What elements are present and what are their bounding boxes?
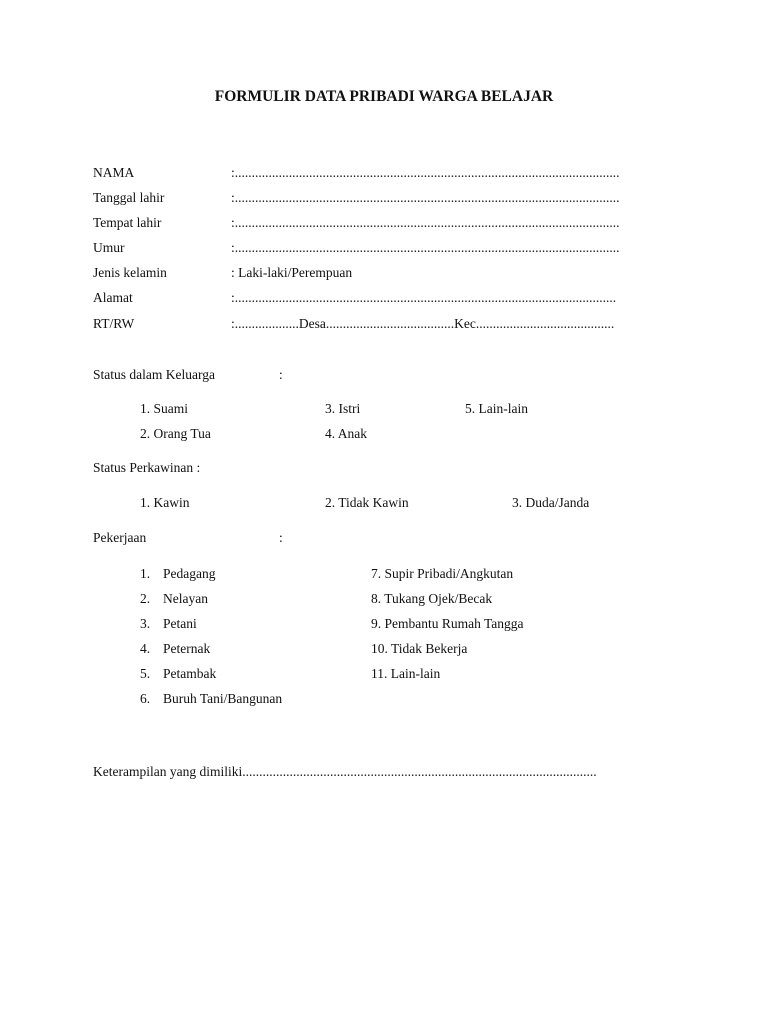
pekerjaan-option: Nelayan (163, 591, 208, 606)
pekerjaan-option: 11. Lain-lain (371, 666, 441, 681)
field-label-tempat-lahir: Tempat lahir (93, 215, 162, 230)
status-keluarga-option: 2. Orang Tua (140, 426, 211, 441)
status-keluarga-option: 5. Lain-lain (465, 401, 528, 416)
pekerjaan-option: 8. Tukang Ojek/Becak (371, 591, 493, 606)
field-value-alamat: :................................................................................................................. (231, 290, 617, 305)
field-label-rt-rw: RT/RW (93, 316, 135, 331)
pekerjaan-num: 4. (140, 641, 151, 656)
keterampilan-field: Keterampilan yang dimiliki......................................................................................................... (93, 764, 597, 779)
status-keluarga-option: 4. Anak (325, 426, 367, 441)
pekerjaan-num: 6. (140, 691, 151, 706)
field-value-rt-rw: :...................Desa......................................Kec......................................... (231, 316, 615, 331)
status-perkawinan-option: 1. Kawin (140, 495, 190, 510)
field-value-jenis-kelamin: : Laki-laki/Perempuan (231, 265, 353, 280)
pekerjaan-colon: : (279, 530, 283, 545)
status-perkawinan-option: 2. Tidak Kawin (325, 495, 409, 510)
status-perkawinan-label: Status Perkawinan : (93, 460, 201, 475)
pekerjaan-option: Petambak (163, 666, 217, 681)
pekerjaan-num: 2. (140, 591, 151, 606)
pekerjaan-option: Petani (163, 616, 197, 631)
status-keluarga-label: Status dalam Keluarga (93, 367, 215, 382)
field-label-tanggal-lahir: Tanggal lahir (93, 190, 165, 205)
field-label-nama: NAMA (93, 165, 135, 180)
pekerjaan-label: Pekerjaan (93, 530, 147, 545)
pekerjaan-option: 10. Tidak Bekerja (371, 641, 468, 656)
status-keluarga-option: 1. Suami (140, 401, 189, 416)
status-keluarga-colon: : (279, 367, 283, 382)
field-label-jenis-kelamin: Jenis kelamin (93, 265, 167, 280)
pekerjaan-num: 1. (140, 566, 151, 581)
pekerjaan-option: Buruh Tani/Bangunan (163, 691, 283, 706)
field-label-alamat: Alamat (93, 290, 133, 305)
field-value-tanggal-lahir: :.................................................................................................................. (231, 190, 620, 205)
field-label-umur: Umur (93, 240, 125, 255)
pekerjaan-option: 9. Pembantu Rumah Tangga (371, 616, 524, 631)
pekerjaan-num: 5. (140, 666, 151, 681)
field-value-umur: :.................................................................................................................. (231, 240, 620, 255)
status-perkawinan-option: 3. Duda/Janda (512, 495, 590, 510)
field-value-tempat-lahir: :.................................................................................................................. (231, 215, 620, 230)
pekerjaan-num: 3. (140, 616, 151, 631)
pekerjaan-option: 7. Supir Pribadi/Angkutan (371, 566, 514, 581)
status-keluarga-option: 3. Istri (325, 401, 361, 416)
pekerjaan-option: Pedagang (163, 566, 216, 581)
field-value-nama: :.................................................................................................................. (231, 165, 620, 180)
form-title: FORMULIR DATA PRIBADI WARGA BELAJAR (214, 88, 554, 105)
pekerjaan-option: Peternak (163, 641, 211, 656)
